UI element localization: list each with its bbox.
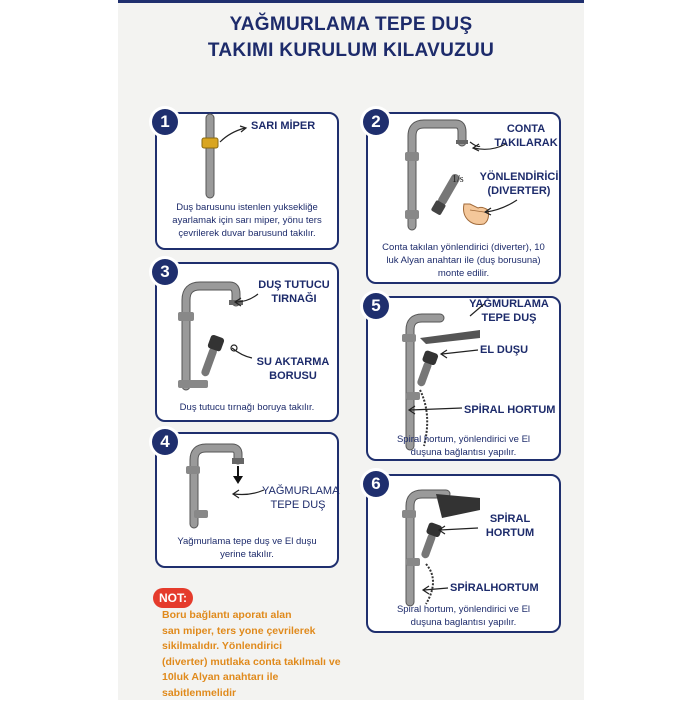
note-badge: NOT: bbox=[153, 588, 193, 608]
step-3-caption: Duş tutucu tırnağı boruya takılır. bbox=[179, 402, 315, 413]
svg-text:1/s: 1/s bbox=[452, 174, 464, 185]
step-2-arrow-a bbox=[470, 138, 510, 158]
step-3-label-b: SU AKTARMA BORUSU bbox=[256, 356, 330, 382]
title-line-2: TAKIMI KURULUM KILAVUZUU bbox=[207, 40, 495, 61]
step-5-arrow-b bbox=[436, 342, 480, 358]
title-line-1: YAĞMURLAMA TEPE DUŞ bbox=[229, 14, 473, 35]
step-3-badge: 3 bbox=[152, 259, 178, 285]
step-5-shower-illustration bbox=[396, 304, 486, 454]
step-5-label-c: SPİRAL HORTUM bbox=[464, 404, 556, 416]
step-1-badge: 1 bbox=[152, 109, 178, 135]
step-5-caption: Spiral hortum, yönlendirici ve El duşuna bağlantısı yapılır. bbox=[396, 434, 531, 458]
step-5-badge: 5 bbox=[363, 293, 389, 319]
note-text: Boru bağlantı aporatı alan san miper, ters yone çevrilerek sikilmalıdır. Yönlendirici (diverter) mutlaka conta takılmalı ve 10luk Alyan anahtarı ile sabitlenmelidir bbox=[162, 609, 341, 699]
step-4-badge: 4 bbox=[152, 429, 178, 455]
top-border bbox=[118, 0, 584, 3]
step-1-caption: Duş barusunu istenlen yuksekliğe ayarlamak için sarı miper, yönu ters çevrilerek duvar barusund takılır. bbox=[172, 202, 322, 239]
step-6-badge: 6 bbox=[363, 471, 389, 497]
step-4-label: YAĞMURLAMA TEPE DUŞ bbox=[262, 485, 340, 511]
step-2-caption: Conta takılan yönlendirici (diverter), 10 luk Alyan anahtarı ile (duş borusuna) monte edilir. bbox=[382, 242, 545, 279]
step-6-arrow-b bbox=[418, 580, 450, 596]
step-3-arrow-a bbox=[232, 290, 262, 308]
step-2-label-b: YÖNLENDİRİCİ (DIVERTER) bbox=[479, 171, 559, 197]
brass-fitting-icon bbox=[202, 138, 218, 148]
step-1-label: SARI MİPER bbox=[251, 120, 316, 132]
step-5-label-b: EL DUŞU bbox=[480, 344, 529, 356]
step-5-arrow-a bbox=[464, 300, 494, 320]
step-5-arrow-c bbox=[404, 400, 464, 416]
step-2-badge: 2 bbox=[363, 109, 389, 135]
step-4-caption: Yağmurlama tepe duş ve El duşu yerine takılır. bbox=[177, 536, 317, 560]
step-2-arrow-b bbox=[462, 196, 522, 216]
step-6-label-b: SPİRALHORTUM bbox=[450, 582, 539, 594]
step-6-caption: Spiral hortum, yönlendirici ve El duşuna baglantısı yapılır. bbox=[396, 604, 531, 628]
step-3-label-a: DUŞ TUTUCU TIRNAĞI bbox=[258, 279, 330, 305]
step-6-arrow-a bbox=[434, 520, 480, 536]
step-2-label-a: CONTA TAKILARAK bbox=[494, 123, 558, 149]
step-6-label-a: SPİRAL HORTUM bbox=[485, 513, 535, 539]
step-1-pipe-illustration bbox=[195, 112, 255, 200]
step-5-label-a: YAĞMURLAMA TEPE DUŞ bbox=[469, 298, 549, 324]
